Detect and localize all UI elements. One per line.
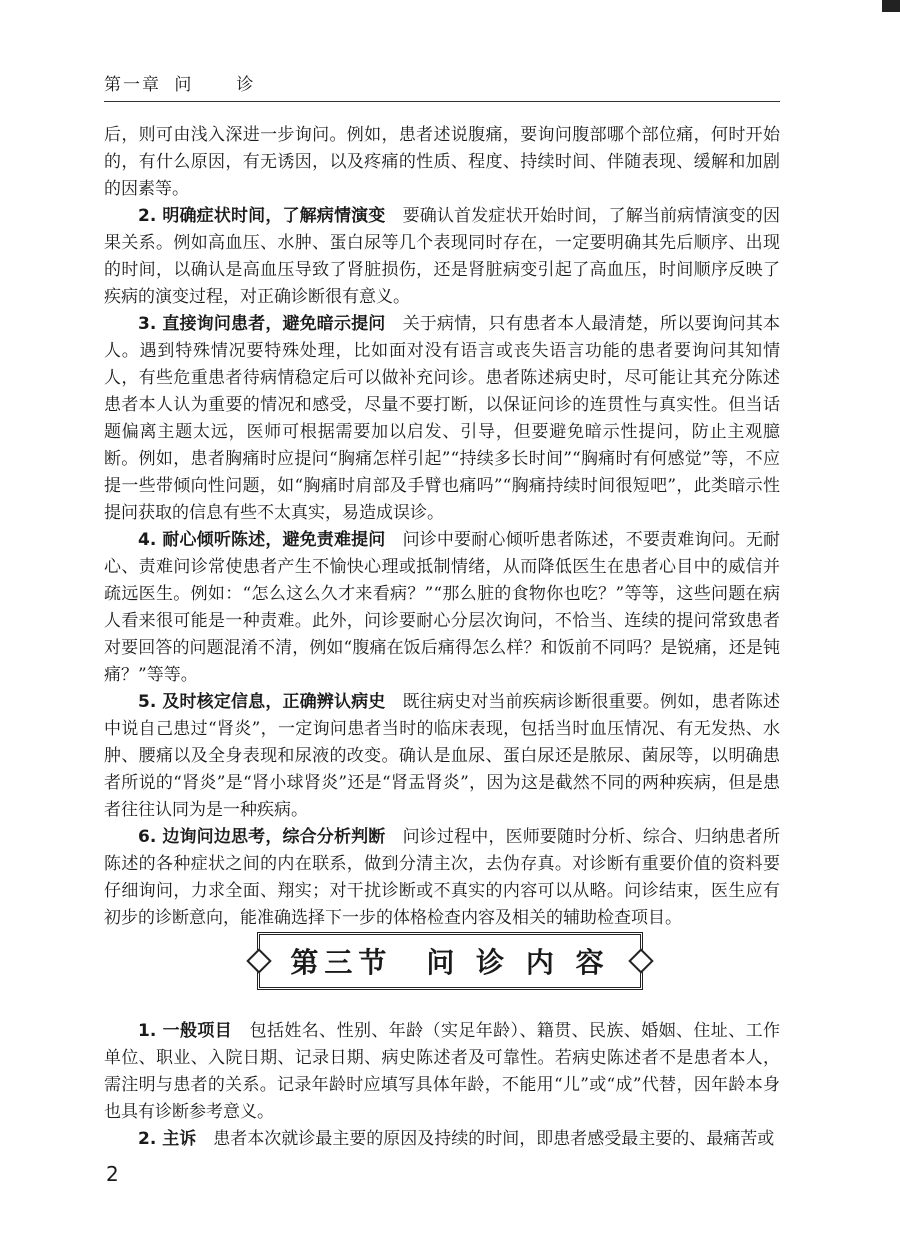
paragraph-heading: 6. 边询问边思考，综合分析判断 [138, 827, 386, 847]
paragraph-patient-listen [104, 527, 780, 689]
paragraph-heading: 2. 主诉 [138, 1129, 197, 1149]
paragraph-continued [104, 122, 780, 203]
paragraph-general-items [104, 1018, 780, 1126]
body-text-lower [104, 1018, 780, 1153]
section-heading: 第三节 问 诊 内 容 [257, 932, 642, 990]
paragraph-heading: 4. 耐心倾听陈述，避免责难提问 [138, 530, 386, 550]
page-number: 2 [106, 1162, 119, 1186]
paragraph-heading: 3. 直接询问患者，避免暗示提问 [138, 314, 386, 334]
paragraph-heading: 2. 明确症状时间，了解病情演变 [138, 206, 386, 226]
paragraph-text: 后，则可由浅入深进一步询问。例如，患者述说腹痛，要询问腹部哪个部位痛，何时开始的，有什么原因，有无诱因，以及疼痛的性质、程度、持续时间、伴随表现、缓解和加剧的因素等。 [104, 125, 780, 199]
chapter-number: 第一章 [104, 75, 161, 95]
paragraph-text: 包括姓名、性别、年龄（实足年龄）、籍贯、民族、婚姻、住址、工作单位、职业、入院日期、记录日期、病史陈述者及可靠性。若病史陈述者不是患者本人，需注明与患者的关系。记录年龄时应填写具体年龄，不能用“儿”或“成”代替，因年龄本身也具有诊断参考意义。 [104, 1021, 780, 1122]
paragraph-text: 要确认首发症状开始时间，了解当前病情演变的因果关系。例如高血压、水肿、蛋白尿等几个表现同时存在，一定要明确其先后顺序、出现的时间，以确认是高血压导致了肾脏损伤，还是肾脏病变引起了高血压，时间顺序反映了疾病的演变过程，对正确诊断很有意义。 [104, 206, 780, 307]
crop-mark [882, 0, 900, 12]
paragraph-heading: 5. 及时核定信息，正确辨认病史 [138, 692, 386, 712]
body-text-upper [104, 122, 780, 932]
paragraph-text: 既往病史对当前疾病诊断很重要。例如，患者陈述中说自己患过“肾炎”，一定询问患者当时的临床表现，包括当时血压情况、有无发热、水肿、腰痛以及全身表现和尿液的改变。确认是血尿、蛋白尿还是脓尿、菌尿等，以明确患者所说的“肾炎”是“肾小球肾炎”还是“肾盂肾炎”，因为这是截然不同的两种疾病，但是患者往往认同为是一种疾病。 [104, 692, 780, 820]
paragraph-text: 关于病情，只有患者本人最清楚，所以要询问其本人。遇到特殊情况要特殊处理，比如面对没有语言或丧失语言功能的患者要询问其知情人，有些危重患者待病情稳定后可以做补充问诊。患者陈述病史时，尽可能让其充分陈述患者本人认为重要的情况和感受，尽量不要打断，以保证问诊的连贯性与真实性。但当话题偏离主题太远，医师可根据需要加以启发、引导，但要避免暗示性提问，防止主观臆断。例如，患者胸痛时应提问“胸痛怎样引起”“持续多长时间”“胸痛时有何感觉”等，不应提一些带倾向性问题，如“胸痛时肩部及手臂也痛吗”“胸痛持续时间很短吧”，此类暗示性提问获取的信息有些不太真实，易造成误诊。 [104, 314, 780, 523]
paragraph-text: 患者本次就诊最主要的原因及持续的时间，即患者感受最主要的、最痛苦或 [213, 1129, 775, 1149]
paragraph-text: 问诊中要耐心倾听患者陈述，不要责难询问。无耐心、责难问诊常使患者产生不愉快心理或抵制情绪，从而降低医生在患者心目中的威信并疏远医生。例如：“怎么这么久才来看病？”“那么脏的食物你也吃？”等等，这些问题在病人看来很可能是一种责难。此外，问诊要耐心分层次询问，不恰当、连续的提问常致患者对要回答的问题混淆不清，例如“腹痛在饭后痛得怎么样？和饭前不同吗？是锐痛，还是钝痛？”等等。 [104, 530, 780, 685]
paragraph-symptom-time [104, 203, 780, 311]
paragraph-think-analyze [104, 824, 780, 932]
paragraph-verify-info [104, 689, 780, 824]
section-heading-wrap [0, 932, 900, 990]
running-header [104, 70, 780, 102]
paragraph-heading: 1. 一般项目 [138, 1021, 233, 1041]
paragraph-text: 问诊过程中，医师要随时分析、综合、归纳患者所陈述的各种症状之间的内在联系，做到分清主次，去伪存真。对诊断有重要价值的资料要仔细询问，力求全面、翔实；对干扰诊断或不真实的内容可以从略。问诊结束，医生应有初步的诊断意向，能准确选择下一步的体格检查内容及相关的辅助检查项目。 [104, 827, 780, 928]
chapter-title: 问 诊 [174, 75, 268, 95]
paragraph-chief-complaint [104, 1126, 780, 1153]
paragraph-direct-ask [104, 311, 780, 527]
